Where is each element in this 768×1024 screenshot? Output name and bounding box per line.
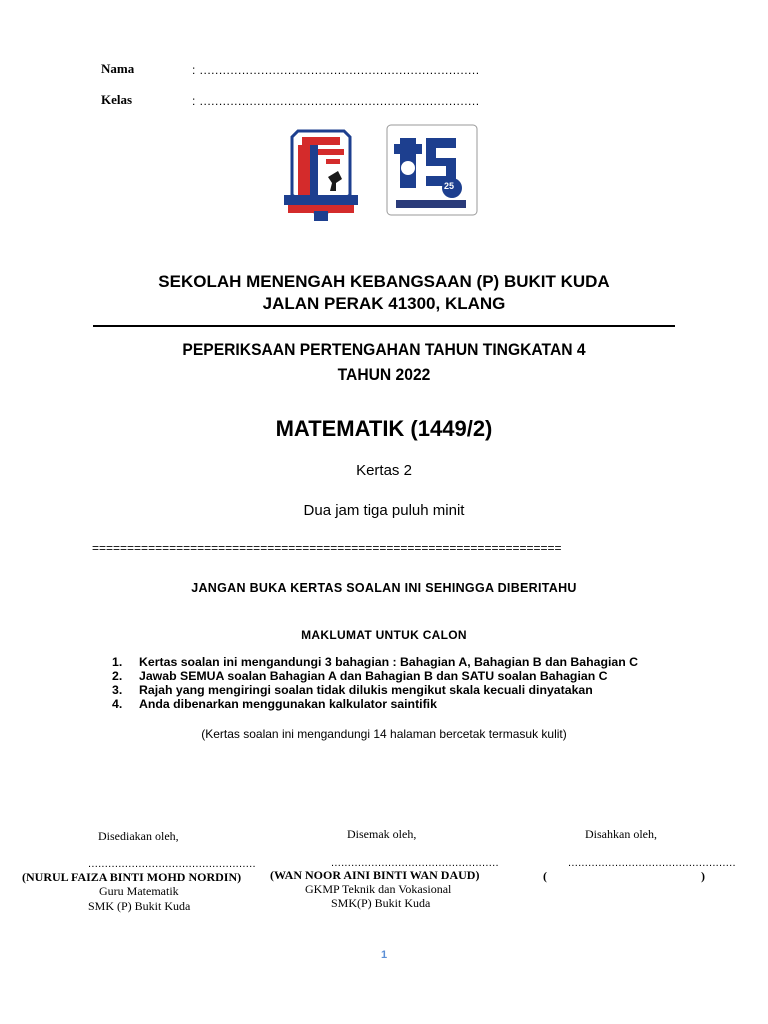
checked-name: (WAN NOOR AINI BINTI WAN DAUD) xyxy=(270,868,480,882)
school-crest-logo xyxy=(278,125,364,225)
header-divider xyxy=(93,325,675,327)
page-number: 1 xyxy=(380,949,388,961)
kelas-line: : ......................................................................... xyxy=(192,94,480,108)
checked-signature-line: .................................................. xyxy=(331,857,499,869)
kelas-label: Kelas xyxy=(101,92,133,107)
prepared-org: SMK (P) Bukit Kuda xyxy=(88,899,191,913)
info-title: MAKLUMAT UNTUK CALON xyxy=(301,628,467,642)
exam-year: TAHUN 2022 xyxy=(337,365,431,384)
program-logo xyxy=(386,124,478,216)
prepared-signature-line: .................................................. xyxy=(88,858,256,870)
instruction-item: 4. Anda dibenarkan menggunakan kalkulator saintifik xyxy=(112,697,437,711)
school-name: SEKOLAH MENENGAH KEBANGSAAN (P) BUKIT KUDA xyxy=(158,272,610,291)
logo-number: 25 xyxy=(444,181,455,191)
approved-signature-line: .................................................. xyxy=(568,857,736,869)
paper-label: Kertas 2 xyxy=(356,462,412,479)
approved-open-paren: ( xyxy=(543,869,547,883)
pages-note: (Kertas soalan ini mengandungi 14 halaman bercetak termasuk kulit) xyxy=(201,727,567,741)
instruction-item: 2. Jawab SEMUA soalan Bahagian A dan Bahagian B dan SATU soalan Bahagian C xyxy=(112,669,608,683)
instruction-item: 1. Kertas soalan ini mengandungi 3 bahagian : Bahagian A, Bahagian B dan Bahagian C xyxy=(112,655,639,669)
nama-line: : ......................................................................... xyxy=(192,63,480,77)
checked-label: Disemak oleh, xyxy=(347,827,417,841)
checked-org: SMK(P) Bukit Kuda xyxy=(331,896,431,910)
approved-close-paren: ) xyxy=(701,869,705,883)
duration-label: Dua jam tiga puluh minit xyxy=(303,502,465,519)
nama-label: Nama xyxy=(101,61,135,76)
subject-title: MATEMATIK (1449/2) xyxy=(275,416,493,441)
checked-role: GKMP Teknik dan Vokasional xyxy=(305,882,452,896)
prepared-name: (NURUL FAIZA BINTI MOHD NORDIN) xyxy=(22,870,242,884)
double-line-separator: =================================================================== xyxy=(92,541,562,555)
school-address: JALAN PERAK 41300, KLANG xyxy=(262,294,506,313)
prepared-label: Disediakan oleh, xyxy=(98,829,179,843)
prepared-role: Guru Matematik xyxy=(99,884,179,898)
warning-text: JANGAN BUKA KERTAS SOALAN INI SEHINGGA DIBERITAHU xyxy=(191,581,577,595)
approved-label: Disahkan oleh, xyxy=(585,827,657,841)
exam-name: PEPERIKSAAN PERTENGAHAN TAHUN TINGKATAN 4 xyxy=(182,340,586,359)
instruction-item: 3. Rajah yang mengiringi soalan tidak dilukis mengikut skala kecuali dinyatakan xyxy=(112,683,593,697)
instructions-list xyxy=(112,655,638,711)
